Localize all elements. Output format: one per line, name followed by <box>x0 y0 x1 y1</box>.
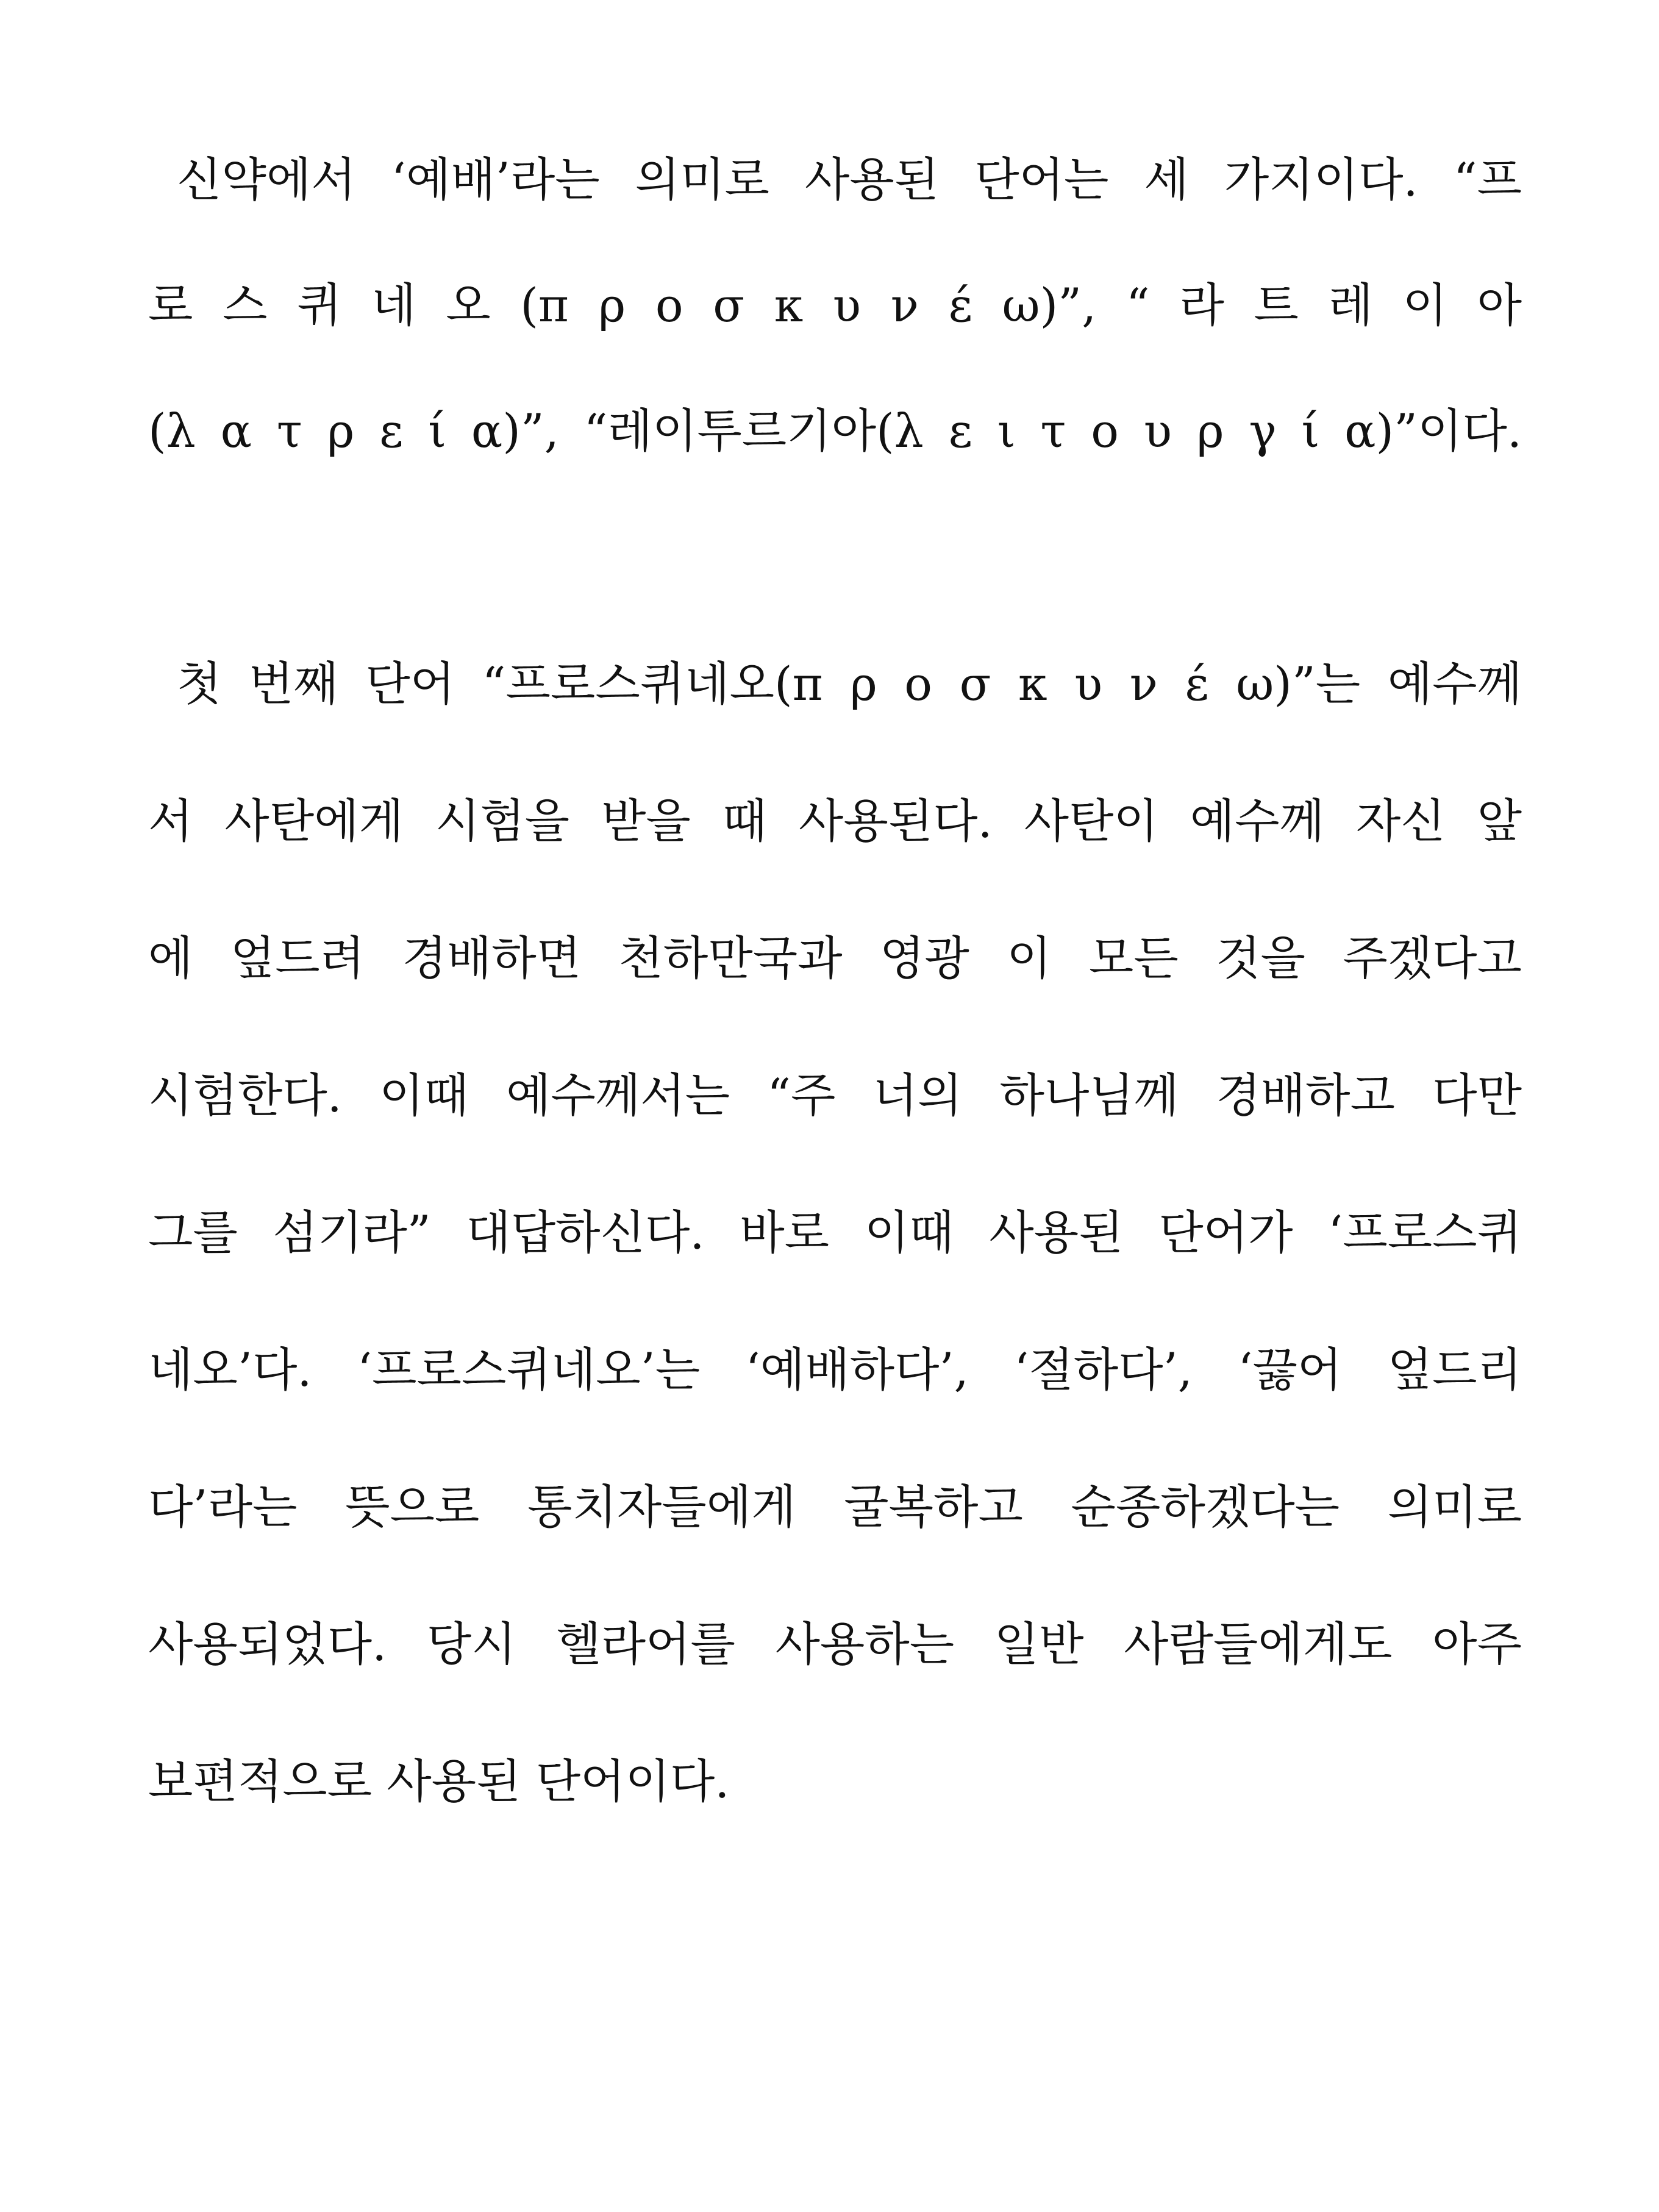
text-line: 사용되었다. 당시 헬라어를 사용하는 일반 사람들에게도 아주 <box>148 1617 1522 1671</box>
text-line: 서 사탄에게 시험을 받을 때 사용된다. 사탄이 예수께 자신 앞 <box>148 794 1522 848</box>
text-line: 시험한다. 이때 예수께서는 “주 너의 하나님께 경배하고 다만 <box>148 1068 1522 1122</box>
text-line: 에 엎드려 경배하면 천하만국과 영광 이 모든 것을 주겠다고 <box>148 931 1522 985</box>
text-line: 다’라는 뜻으로 통치자들에게 굴복하고 순종하겠다는 의미로 <box>148 1480 1522 1534</box>
text-line: 로 스 퀴 네 오 (π ρ ο σ κ υ ν έ ω)”, “ 라 트 레 이 아 <box>148 278 1522 332</box>
text-line: (λ α τ ρ ε ί α)”, “레이투르기아(λ ε ι τ ο υ ρ γ ί α)”이다. <box>148 404 1522 458</box>
text-line: 그를 섬기라” 대답하신다. 바로 이때 사용된 단어가 ‘프로스퀴 <box>148 1205 1522 1260</box>
text-line: 신약에서 ‘예배’라는 의미로 사용된 단어는 세 가지이다. “프 <box>177 152 1522 207</box>
text-line: 네오’다. ‘프로스퀴네오’는 ‘예배하다’, ‘절하다’, ‘끓어 엎드리 <box>148 1343 1522 1397</box>
text-line: 첫 번째 단어 “프로스퀴네오(π ρ ο σ κ υ ν έ ω)”는 예수께 <box>177 657 1522 711</box>
text-line: 보편적으로 사용된 단어이다. <box>148 1754 730 1808</box>
